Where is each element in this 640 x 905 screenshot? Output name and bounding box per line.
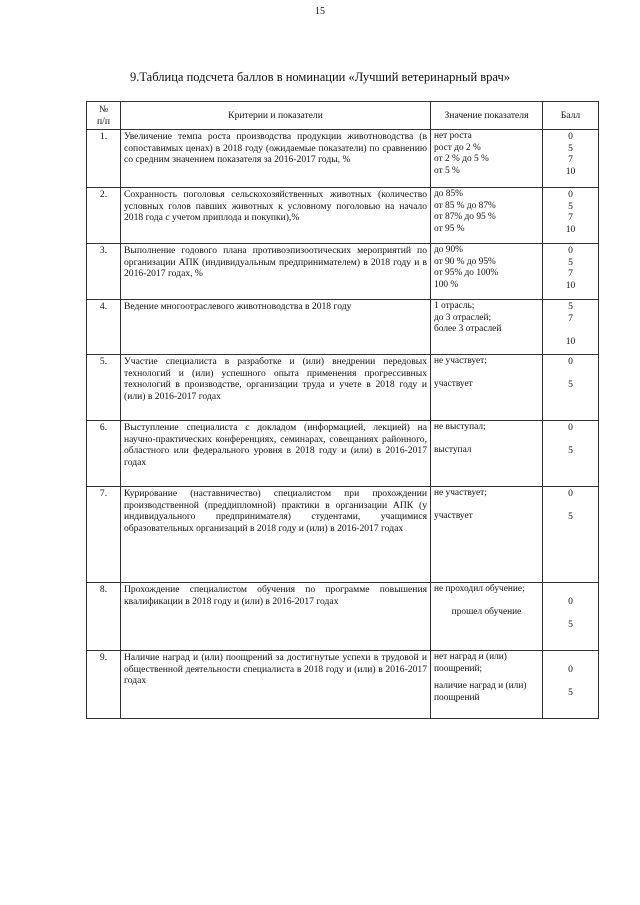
value-option: от 95% до 100%	[434, 268, 499, 279]
score-value: 5	[568, 618, 573, 630]
table-row	[87, 188, 599, 244]
value-option: до 85%	[434, 189, 463, 200]
criteria-text: Увеличение темпа роста производства продукции животноводства (в сопоставимых ценах) в 2018 году (ожидаемые показатели) по сравнению со средним значением показателя за 2016-2017 годы, %	[121, 130, 431, 188]
score-value: 7	[568, 312, 573, 324]
table-row	[87, 130, 599, 188]
value-option: нет наград и (или) поощрений;	[434, 652, 507, 674]
row-number: 5.	[87, 355, 121, 421]
score-value: 7	[568, 154, 573, 166]
score-value: 0	[568, 189, 573, 201]
table-row	[87, 583, 599, 651]
score-cell	[543, 487, 599, 583]
value-cell	[431, 244, 543, 300]
table-row	[87, 244, 599, 300]
header-score: Балл	[543, 102, 599, 130]
value-option: от 90 % до 95%	[434, 256, 496, 267]
document-title: 9.Таблица подсчета баллов в номинации «Лучший ветеринарный врач»	[129, 70, 510, 84]
table-row	[87, 651, 599, 719]
score-value: 0	[568, 595, 573, 607]
value-option: от 87% до 95 %	[434, 212, 496, 223]
value-option: не участвует;	[434, 356, 487, 367]
score-value: 10	[565, 223, 576, 235]
score-value: 5	[568, 379, 573, 391]
criteria-text: Участие специалиста в разработке и (или) внедрении передовых технологий и (или) успешного опыта применения прогрессивных технологий в производстве, организации труда и учете в 2018 году и (или) в 2016-2017 годах	[121, 355, 431, 421]
table-row	[87, 355, 599, 421]
value-option: не участвует;	[434, 488, 487, 499]
value-option: не выступал;	[434, 422, 486, 433]
criteria-text: Прохождение специалистом обучения по программе повышения квалификации в 2018 году и (или) в 2016-2017 годах	[121, 583, 431, 651]
criteria-text: Курирование (наставничество) специалистом при прохождении производственной (преддипломной) практики в организации АПК (у индивидуального предпринимателя) студентами, учащимися образовательных организаций в 2018 году и (или) в 2016-2017 годах	[121, 487, 431, 583]
score-cell	[543, 130, 599, 188]
score-cell	[543, 651, 599, 719]
value-option: прошел обучение	[451, 607, 522, 618]
value-option: более 3 отраслей	[434, 324, 502, 335]
table-row	[87, 300, 599, 355]
row-number: 9.	[87, 651, 121, 719]
value-cell	[431, 355, 543, 421]
value-option: от 85 % до 87%	[434, 200, 496, 211]
value-cell	[431, 421, 543, 487]
score-value: 0	[568, 488, 573, 500]
row-number: 6.	[87, 421, 121, 487]
row-number: 2.	[87, 188, 121, 244]
row-number: 7.	[87, 487, 121, 583]
value-option: от 2 % до 5 %	[434, 154, 489, 165]
value-option: не проходил обучение;	[434, 584, 525, 595]
table-row	[87, 421, 599, 487]
score-value: 0	[568, 663, 573, 675]
value-option: 100 %	[434, 279, 459, 290]
value-cell	[431, 130, 543, 188]
score-value: 5	[568, 142, 573, 154]
table-row	[87, 487, 599, 583]
value-cell	[431, 188, 543, 244]
score-value: 5	[568, 200, 573, 212]
score-value: 7	[568, 268, 573, 280]
score-value: 10	[565, 335, 576, 347]
score-value: 5	[568, 445, 573, 457]
header-value: Значение показателя	[431, 102, 543, 130]
score-value: 5	[568, 686, 573, 698]
row-number: 1.	[87, 130, 121, 188]
table-header-row	[87, 102, 599, 130]
score-cell	[543, 300, 599, 355]
criteria-text: Выполнение годового плана противоэпизоотических мероприятий по организации АПК (индивидуальным предпринимателем) в 2018 году и в 2016-2017 годах, %	[121, 244, 431, 300]
row-number: 4.	[87, 300, 121, 355]
value-option: от 95 %	[434, 223, 465, 234]
header-criteria: Критерии и показатели	[121, 102, 431, 130]
value-cell	[431, 300, 543, 355]
score-value: 0	[568, 131, 573, 143]
row-number: 8.	[87, 583, 121, 651]
value-option: до 3 отраслей;	[434, 312, 492, 323]
score-cell	[543, 421, 599, 487]
score-cell	[543, 583, 599, 651]
value-option: рост до 2 %	[434, 142, 481, 153]
row-number: 3.	[87, 244, 121, 300]
score-value: 5	[568, 301, 573, 313]
page-number: 15	[315, 6, 325, 17]
value-option: нет роста	[434, 131, 472, 142]
score-cell	[543, 244, 599, 300]
scoring-table	[86, 101, 599, 719]
score-value: 0	[568, 356, 573, 368]
value-option: 1 отрасль;	[434, 301, 475, 312]
score-cell	[543, 188, 599, 244]
value-option: участвует	[434, 379, 473, 390]
value-cell	[431, 651, 543, 719]
score-value: 0	[568, 422, 573, 434]
score-value: 10	[565, 165, 576, 177]
value-option: участвует	[434, 511, 473, 522]
value-option: от 5 %	[434, 165, 460, 176]
value-option: до 90%	[434, 245, 463, 256]
criteria-text: Сохранность поголовья сельскохозяйственных животных (количество условных голов павших животных к условному поголовью на начало 2018 года с учетом приплода и покупки),%	[121, 188, 431, 244]
value-cell	[431, 583, 543, 651]
score-value: 5	[568, 256, 573, 268]
criteria-text: Наличие наград и (или) поощрений за достигнутые успехи в трудовой и общественной деятельности специалиста в 2018 году и (или) в 2016-2017 годах	[121, 651, 431, 719]
score-value: 0	[568, 245, 573, 257]
header-num: № п/п	[87, 102, 121, 130]
score-value: 7	[568, 212, 573, 224]
value-option: выступал	[434, 445, 472, 456]
score-value: 5	[568, 511, 573, 523]
criteria-text: Выступление специалиста с докладом (информацией, лекцией) на научно-практических конференциях, семинарах, совещаниях районного, областного или федерального уровня в 2018 году и (или) в 2016-2017 годах	[121, 421, 431, 487]
score-cell	[543, 355, 599, 421]
value-option: наличие наград и (или) поощрений	[434, 681, 527, 703]
criteria-text: Ведение многоотраслевого животноводства в 2018 году	[121, 300, 431, 355]
score-value: 10	[565, 279, 576, 291]
value-cell	[431, 487, 543, 583]
